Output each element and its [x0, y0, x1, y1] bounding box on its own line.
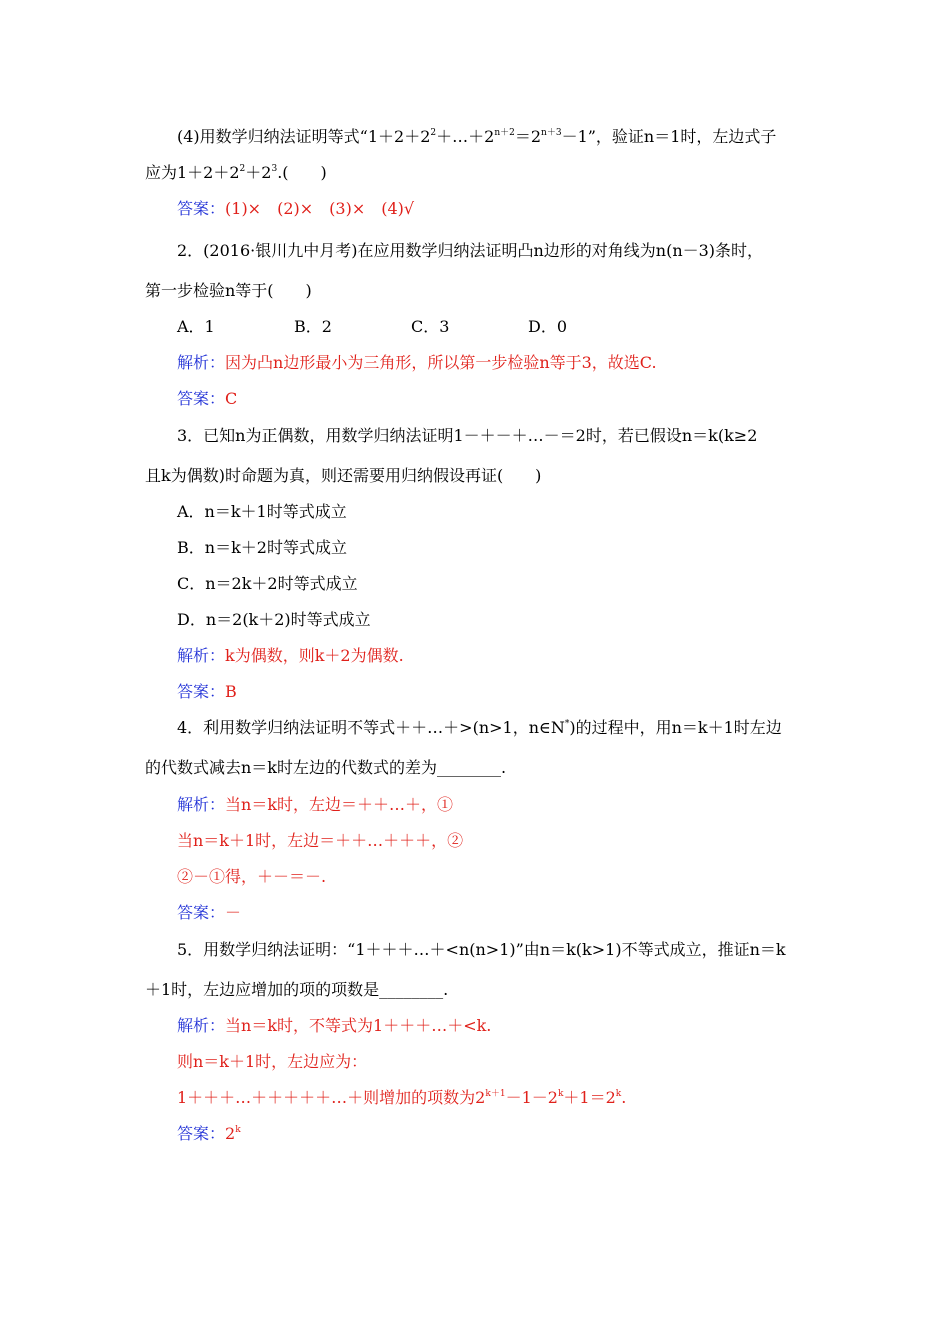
analysis-text: 因为凸n边形最小为三角形，所以第一步检验n等于3，故选C.: [225, 353, 657, 372]
q2-analysis: [177, 353, 657, 373]
q5-analysis-line3: 1＋＋＋…＋＋＋＋＋…＋则增加的项数为$2^{k+1}-1-2^k+1=2^k$.: [177, 1088, 627, 1107]
q2-option-a: A．1: [177, 317, 215, 336]
q4-analysis-line2: 当n＝k＋1时，左边＝＋＋…＋＋＋，②: [177, 831, 464, 850]
q2-options: [177, 317, 645, 337]
q5-stem-line1: 5．用数学归纳法证明：“1＋＋＋…＋<n(n>1)”由n＝k(k>1)不等式成立，推证n＝k: [177, 940, 786, 959]
q3-option-a: A．n＝k＋1时等式成立: [177, 502, 347, 521]
analysis-label: 解析：: [177, 353, 226, 372]
answer-text: 2$^k$: [225, 1124, 241, 1143]
q3-answer: [177, 682, 237, 702]
q2-option-c: C．3: [411, 317, 450, 336]
q3-stem-line2: 且k为偶数)时命题为真，则还需要用归纳假设再证( ): [145, 466, 542, 485]
answer-label: 答案：: [177, 389, 226, 408]
answer-label: 答案：: [177, 903, 226, 922]
q2-option-d: D．0: [528, 317, 568, 336]
analysis-label: 解析：: [177, 795, 226, 814]
q1-answer: [177, 199, 414, 219]
answer-text: －: [225, 903, 242, 922]
q1-item4-line2: 应为$1+2+2^2+2^3$.( ): [145, 163, 327, 182]
q4-stem-line2: 的代数式减去n＝k时左边的代数式的差为________.: [145, 758, 507, 777]
answer-text: (1)× (2)× (3)× (4)√: [225, 199, 415, 218]
answer-text: B: [225, 682, 237, 701]
q4-analysis-line3: ②－①得，＋－＝－.: [177, 867, 327, 886]
q2-stem-line1: 2．(2016·银川九中月考)在应用数学归纳法证明凸n边形的对角线为n(n－3)条时，: [177, 241, 764, 260]
answer-text: C: [225, 389, 238, 408]
q5-analysis-line1: 解析：当n＝k时，不等式为1＋＋＋…＋<k.: [177, 1016, 492, 1035]
q3-option-d: D．n＝2(k＋2)时等式成立: [177, 610, 371, 629]
q1-item4-line1: (4)用数学归纳法证明等式“$1+2+2^2+\dots+2^{n+2}=2^{n+3}-1$”，验证n＝1时，左边式子: [177, 127, 777, 146]
q3-option-c: C．n＝2k＋2时等式成立: [177, 574, 358, 593]
q2-option-b: B．2: [294, 317, 332, 336]
q3-stem-line1: 3．已知n为正偶数，用数学归纳法证明1－＋－＋…－＝2时，若已假设n＝k(k≥2: [177, 426, 758, 445]
analysis-label: 解析：: [177, 1016, 226, 1035]
answer-label: 答案：: [177, 682, 226, 701]
q4-stem-line1: 4．利用数学归纳法证明不等式＋＋…＋>(n>1，n∈N*)的过程中，用n＝k＋1时左边: [177, 718, 782, 737]
q2-stem-line2: 第一步检验n等于( ): [145, 281, 312, 300]
answer-label: 答案：: [177, 1124, 226, 1143]
answer-label: 答案：: [177, 199, 226, 218]
q5-stem-line2: ＋1时，左边应增加的项的项数是________.: [145, 980, 449, 999]
analysis-label: 解析：: [177, 646, 226, 665]
q3-option-b: B．n＝k＋2时等式成立: [177, 538, 347, 557]
q4-analysis-line1: 解析：当n＝k时，左边＝＋＋…＋，①: [177, 795, 454, 814]
analysis-text: k为偶数，则k＋2为偶数.: [225, 646, 404, 665]
q3-analysis: [177, 646, 404, 666]
q4-answer: [177, 903, 241, 923]
q2-answer: [177, 389, 237, 409]
q5-answer: [177, 1124, 241, 1144]
q5-analysis-line2: 则n＝k＋1时，左边应为：: [177, 1052, 368, 1071]
